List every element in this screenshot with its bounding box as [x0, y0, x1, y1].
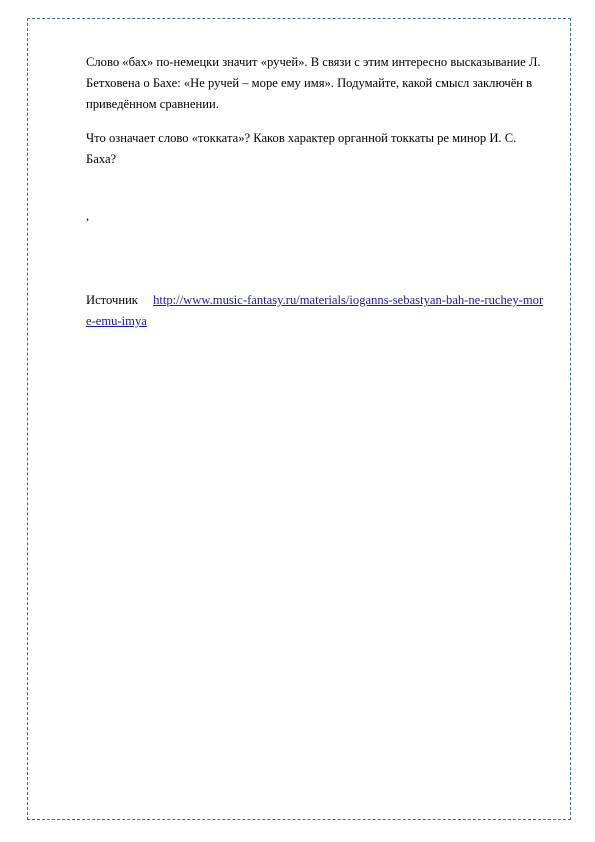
source-label: Источник	[86, 293, 138, 307]
source-line	[86, 290, 546, 332]
paragraph-bach-meaning: Слово «бах» по-немецки значит «ручей». В связи с этим интересно высказывание Л. Бетховена о Бахе: «Не ручей – море ему имя». Подумайте, какой смысл заключён в приведённом сравнении.	[86, 55, 541, 111]
stray-comma: ,	[86, 209, 90, 223]
source-link[interactable]: http://www.music-fantasy.ru/materials/ioganns-sebastyan-bah-ne-ruchey-more-emu-imya	[86, 293, 544, 328]
paragraph-toccata-question: Что означает слово «токката»? Каков характер органной токкаты ре минор И. С. Баха?	[86, 131, 517, 166]
